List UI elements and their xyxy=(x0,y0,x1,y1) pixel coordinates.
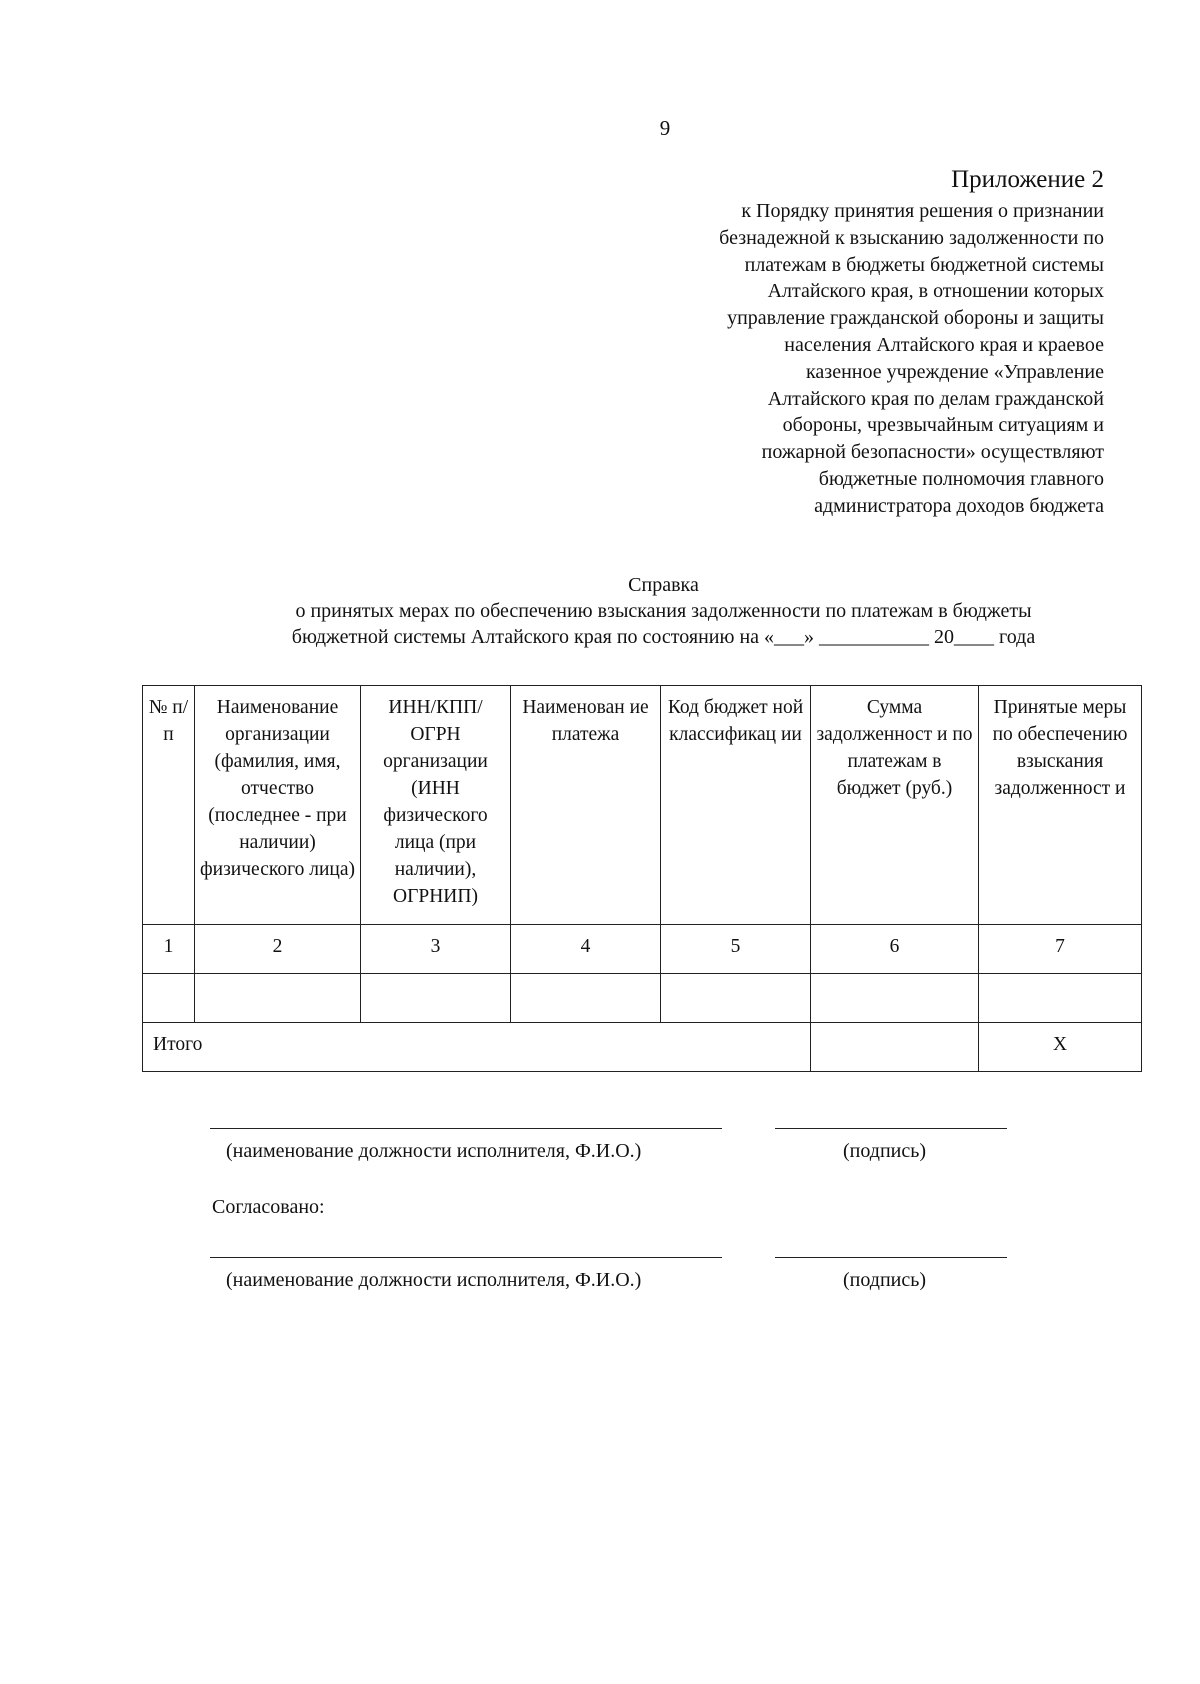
total-amount-cell xyxy=(811,1023,979,1072)
total-measures-cell: Х xyxy=(979,1023,1142,1072)
column-number-cell: 6 xyxy=(811,925,979,974)
reference-heading xyxy=(0,572,1200,650)
annex-line: администратора доходов бюджета xyxy=(814,494,1104,517)
column-number-cell: 7 xyxy=(979,925,1142,974)
reference-title: Справка xyxy=(628,574,699,596)
signature-caption-2: (подпись) xyxy=(843,1269,927,1291)
column-number-row xyxy=(143,925,1142,974)
position-caption-1: (наименование должности исполнителя, Ф.И.О.) xyxy=(226,1140,642,1162)
total-row xyxy=(143,1023,1142,1072)
position-line-2 xyxy=(210,1257,722,1258)
page-number: 9 xyxy=(659,116,671,140)
table-cell xyxy=(361,974,511,1023)
signature-line-2 xyxy=(775,1257,1007,1258)
annex-line: пожарной безопасности» осуществляют xyxy=(761,441,1104,464)
position-caption-2: (наименование должности исполнителя, Ф.И.О.) xyxy=(226,1269,642,1291)
table-cell xyxy=(143,974,195,1023)
table-header-row xyxy=(143,686,1142,925)
annex-line: Алтайского края по делам гражданской xyxy=(767,387,1104,410)
header-cell-budget-code: Код бюджет ной классификац ии xyxy=(661,686,811,925)
signature-caption-1: (подпись) xyxy=(843,1140,927,1162)
signature-line-1 xyxy=(775,1128,1007,1129)
column-number-cell: 3 xyxy=(361,925,511,974)
annex-line: бюджетные полномочия главного xyxy=(818,467,1104,490)
table-row xyxy=(143,974,1142,1023)
agreed-label: Согласовано: xyxy=(212,1196,325,1218)
header-cell-measures: Принятые меры по обеспечению взыскания задолженност и xyxy=(979,686,1142,925)
annex-line: казенное учреждение «Управление xyxy=(806,360,1104,383)
total-label: Итого xyxy=(143,1023,811,1072)
reference-subtitle-line-1: о принятых мерах по обеспечению взыскания задолженности по платежам в бюджеты xyxy=(295,600,1032,622)
reference-subtitle-line-2: бюджетной системы Алтайского края по состоянию на «___» ___________ 20____ года xyxy=(291,626,1036,648)
annex-line: безнадежной к взысканию задолженности по xyxy=(719,226,1104,249)
debt-measures-table xyxy=(142,685,1142,1072)
annex-line: обороны, чрезвычайным ситуациям и xyxy=(782,414,1104,437)
annex-line: Алтайского края, в отношении которых xyxy=(767,280,1104,303)
column-number-cell: 4 xyxy=(511,925,661,974)
table-cell xyxy=(511,974,661,1023)
annex-line: населения Алтайского края и краевое xyxy=(784,333,1104,356)
header-cell-number: № п/п xyxy=(143,686,195,925)
header-cell-organization: Наименование организации (фамилия, имя, отчество (последнее - при наличии) физического лица) xyxy=(195,686,361,925)
header-cell-payment-name: Наименован ие платежа xyxy=(511,686,661,925)
column-number-cell: 5 xyxy=(661,925,811,974)
annex-title: Приложение 2 xyxy=(951,166,1104,193)
column-number-cell: 2 xyxy=(195,925,361,974)
annex-line: к Порядку принятия решения о признании xyxy=(741,200,1104,222)
table-cell xyxy=(811,974,979,1023)
annex-line: платежам в бюджеты бюджетной системы xyxy=(744,253,1104,276)
annex-description xyxy=(624,198,1104,520)
table-cell xyxy=(661,974,811,1023)
table-cell xyxy=(195,974,361,1023)
annex-line: управление гражданской обороны и защиты xyxy=(727,307,1104,330)
table-cell xyxy=(979,974,1142,1023)
header-cell-inn: ИНН/КПП/ ОГРН организации (ИНН физического лица (при наличии), ОГРНИП) xyxy=(361,686,511,925)
column-number-cell: 1 xyxy=(143,925,195,974)
header-cell-debt-amount: Сумма задолженност и по платежам в бюджет (руб.) xyxy=(811,686,979,925)
position-line-1 xyxy=(210,1128,722,1129)
